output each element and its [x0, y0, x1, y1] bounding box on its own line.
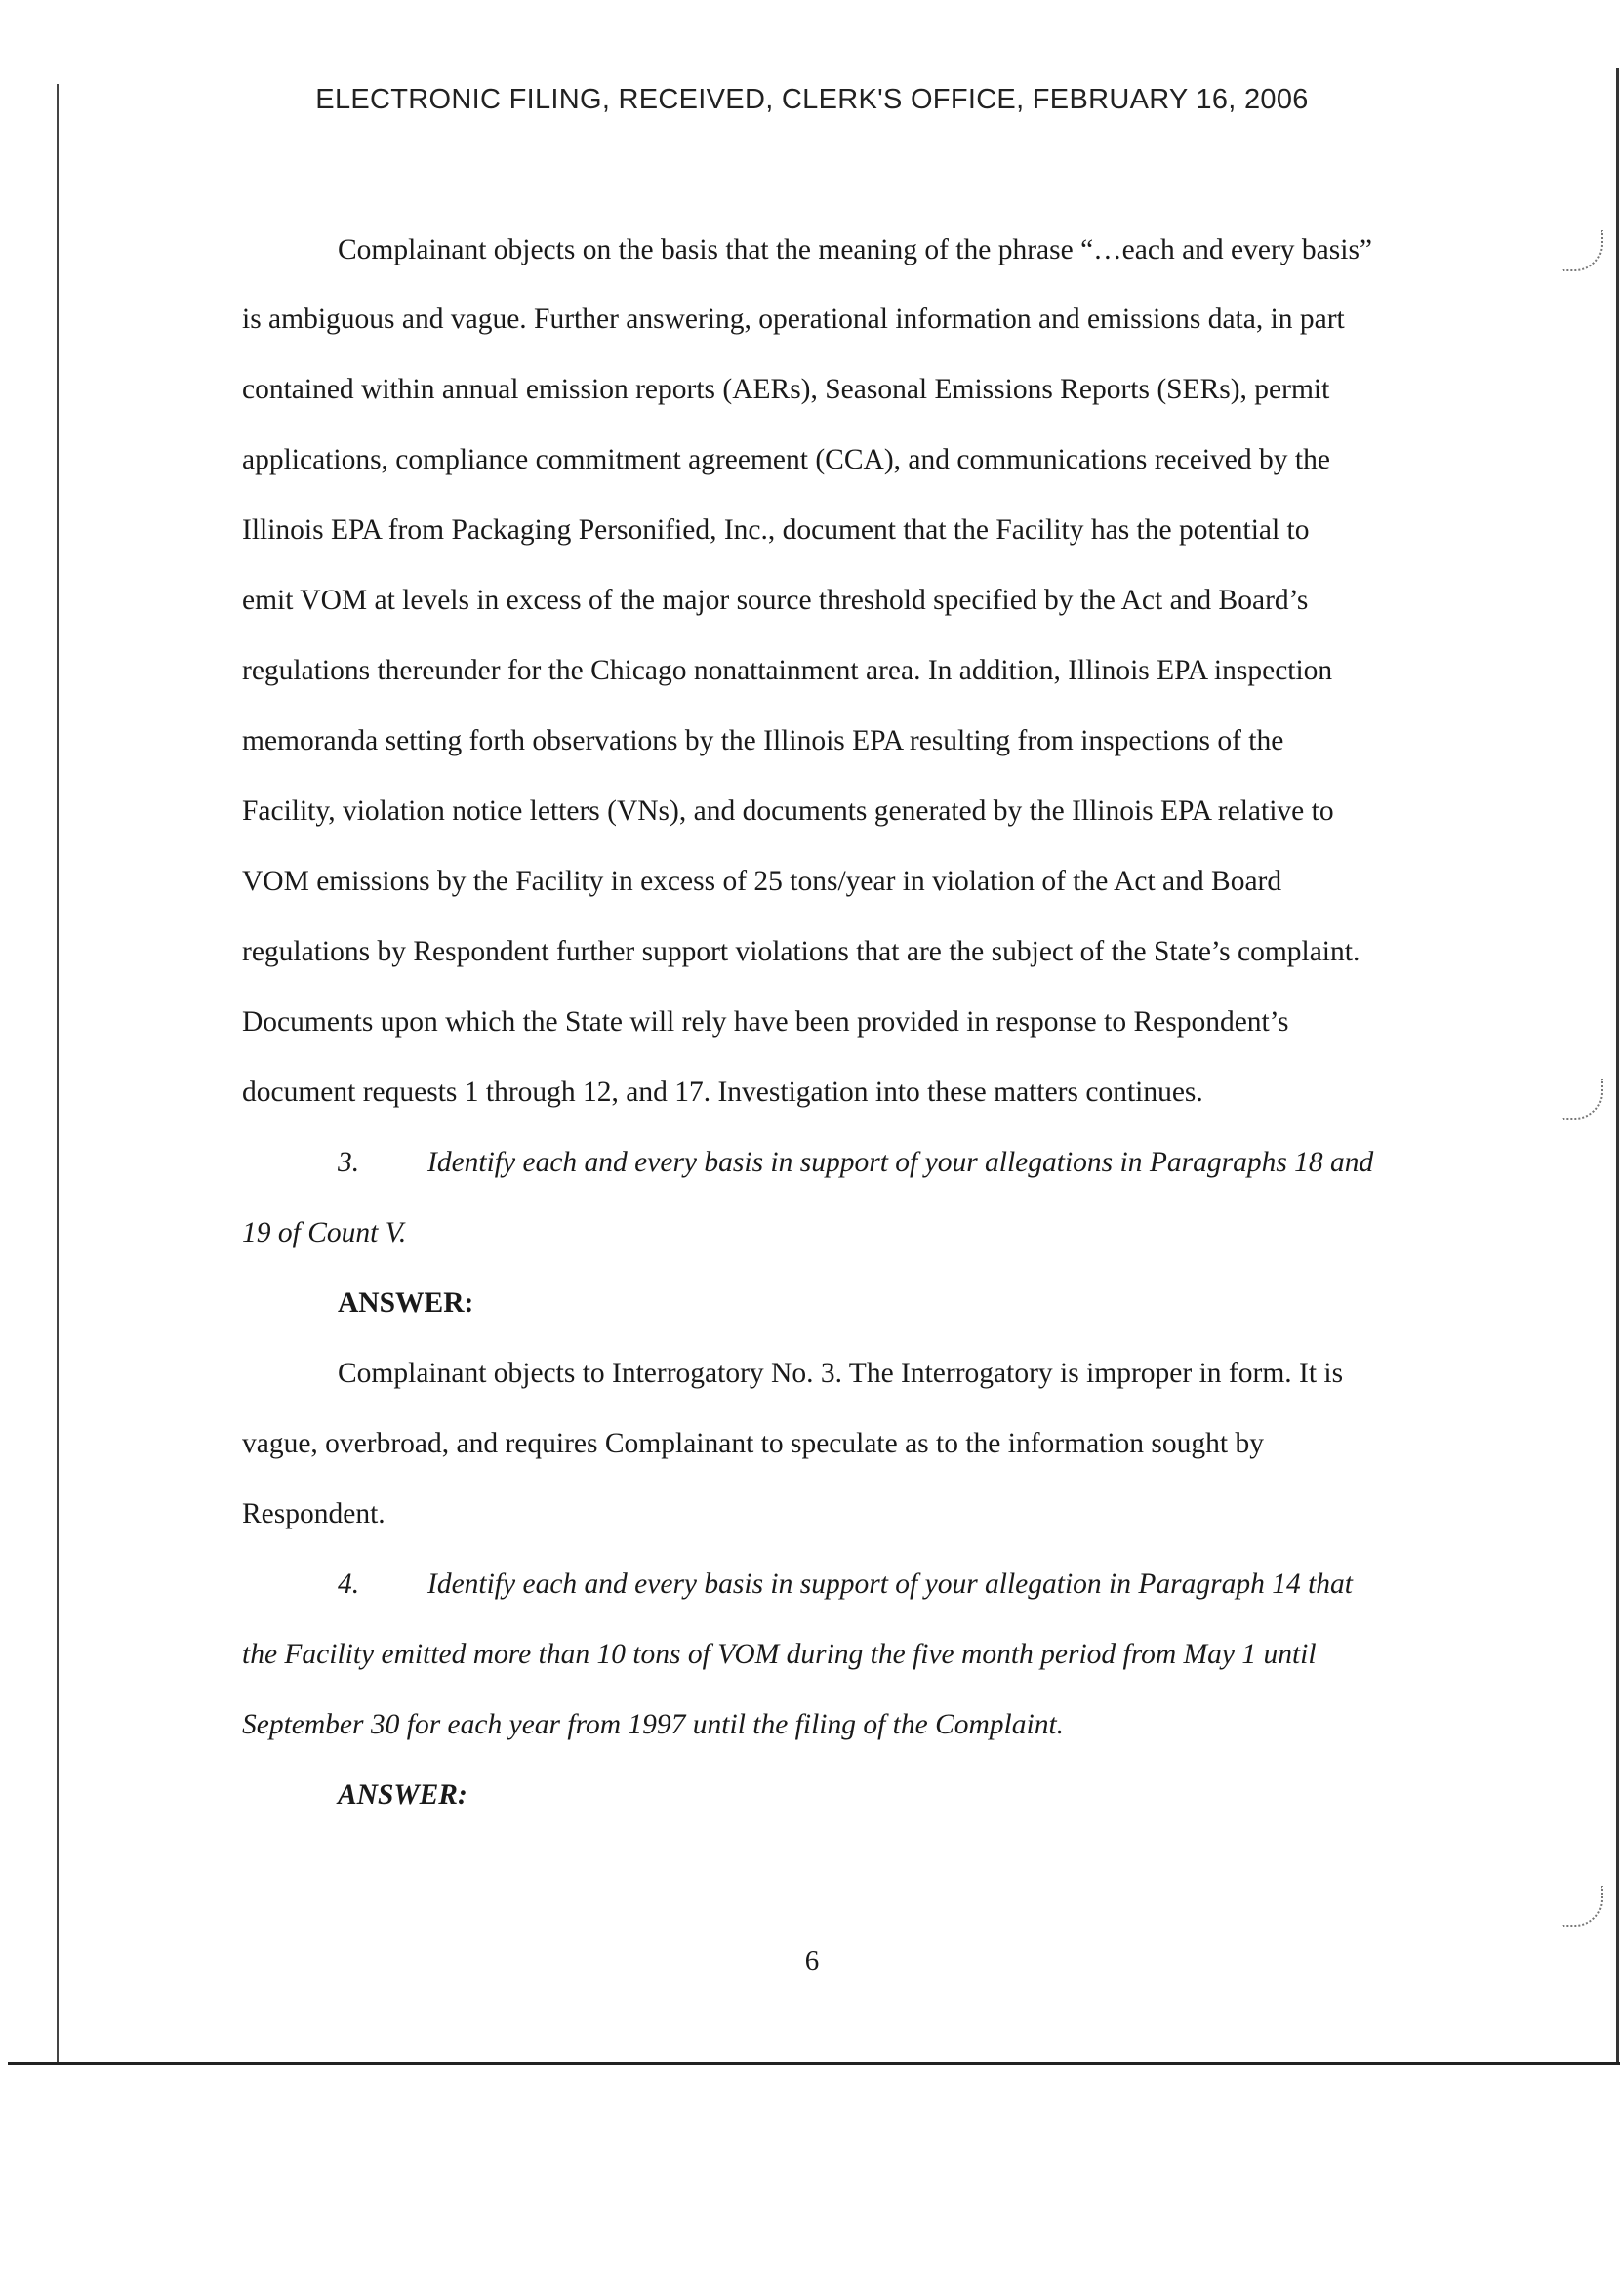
- text-line: document requests 1 through 12, and 17. Investigation into these matters continues.: [242, 1077, 1203, 1108]
- interrogatory-text: the Facility emitted more than 10 tons of VOM during the five month period from May 1 until: [242, 1639, 1317, 1670]
- text-line: regulations by Respondent further support violations that are the subject of the State’s complaint.: [242, 936, 1360, 967]
- text-line: VOM emissions by the Facility in excess of 25 tons/year in violation of the Act and Board: [242, 866, 1282, 897]
- interrogatory-text: Identify each and every basis in support of your allegations in Paragraphs 18 and: [427, 1147, 1374, 1178]
- answer-heading: ANSWER:: [338, 1779, 467, 1811]
- text-line: Complainant objects to Interrogatory No. 3. The Interrogatory is improper in form. It is: [338, 1358, 1344, 1389]
- scan-right-border: [1616, 68, 1619, 2065]
- scan-bottom-border: [8, 2062, 1620, 2065]
- scan-left-border: [57, 84, 59, 2065]
- text-line: Respondent.: [242, 1498, 386, 1529]
- text-line: contained within annual emission reports (AERs), Seasonal Emissions Reports (SERs), permit: [242, 374, 1330, 405]
- interrogatory-text: September 30 for each year from 1997 until the filing of the Complaint.: [242, 1709, 1065, 1740]
- text-line: Complainant objects on the basis that the meaning of the phrase “…each and every basis”: [338, 234, 1373, 265]
- text-line: regulations thereunder for the Chicago nonattainment area. In addition, Illinois EPA inspection: [242, 655, 1333, 686]
- binder-hole-mark: [1562, 230, 1603, 271]
- text-line: memoranda setting forth observations by the Illinois EPA resulting from inspections of the: [242, 725, 1284, 756]
- text-line: Facility, violation notice letters (VNs), and documents generated by the Illinois EPA relative to: [242, 795, 1334, 827]
- filing-header: ELECTRONIC FILING, RECEIVED, CLERK'S OFFICE, FEBRUARY 16, 2006: [315, 84, 1309, 115]
- interrogatory-text: 19 of Count V.: [242, 1217, 407, 1248]
- text-line: emit VOM at levels in excess of the major source threshold specified by the Act and Board’s: [242, 585, 1309, 616]
- binder-hole-mark: [1562, 1886, 1603, 1927]
- text-line: Documents upon which the State will rely have been provided in response to Respondent’s: [242, 1006, 1289, 1038]
- text-line: is ambiguous and vague. Further answering, operational information and emissions data, in part: [242, 304, 1345, 335]
- interrogatory-number: 3.: [338, 1147, 360, 1178]
- binder-hole-mark: [1562, 1079, 1603, 1120]
- interrogatory-text: Identify each and every basis in support of your allegation in Paragraph 14 that: [427, 1569, 1353, 1600]
- text-line: vague, overbroad, and requires Complainant to speculate as to the information sought by: [242, 1428, 1264, 1459]
- text-line: Illinois EPA from Packaging Personified, Inc., document that the Facility has the potential to: [242, 514, 1310, 546]
- text-line: applications, compliance commitment agreement (CCA), and communications received by the: [242, 444, 1330, 475]
- interrogatory-number: 4.: [338, 1569, 360, 1600]
- answer-heading: ANSWER:: [338, 1287, 474, 1319]
- page-number: 6: [804, 1945, 820, 1976]
